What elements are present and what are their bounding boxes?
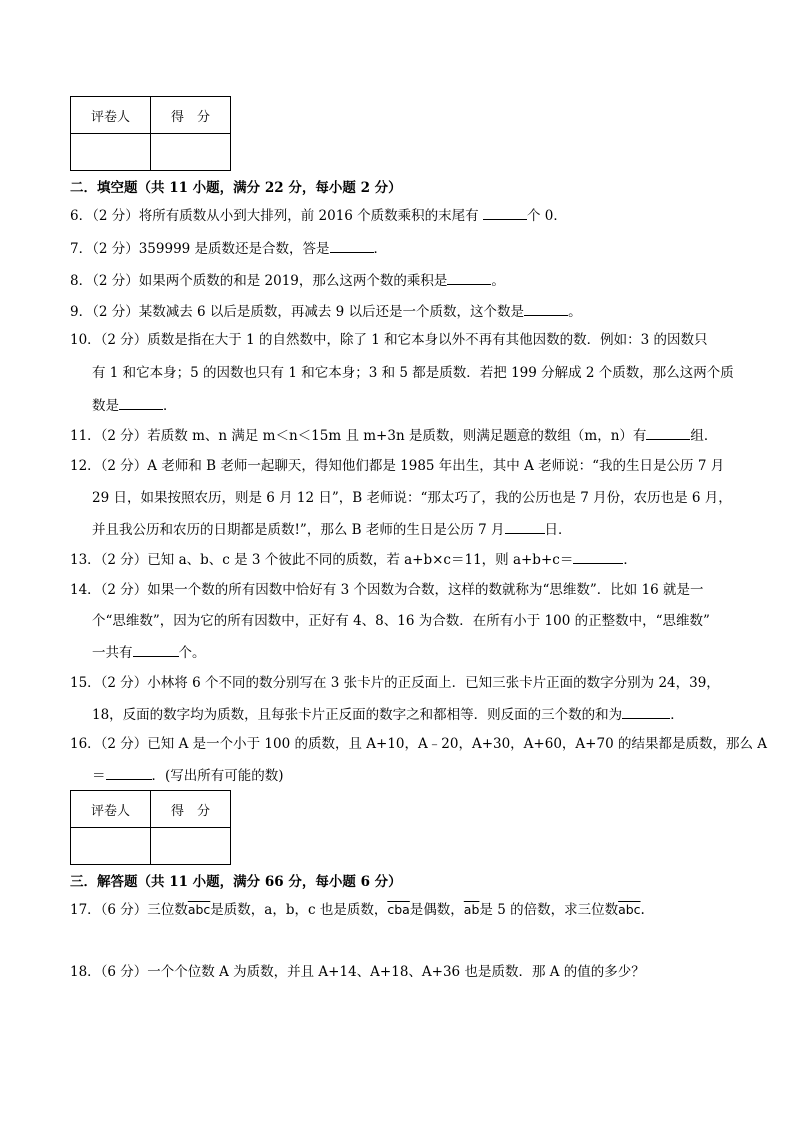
score-cell[interactable]: [151, 828, 231, 865]
answer-blank[interactable]: [447, 270, 491, 285]
question-8: 8．（2 分）如果两个质数的和是 2019，那么这两个数的乘积是 。: [70, 270, 505, 291]
answer-blank[interactable]: [483, 205, 527, 220]
answer-blank[interactable]: [119, 395, 163, 410]
answer-blank[interactable]: [133, 642, 179, 657]
question-17: 17．（6 分）三位数$\overline{abc}$是质数，a，b，c 也是质数，$\overline{cba}$是偶数，$\overline{ab}$是 5 的倍数，求三位数$\overline{abc}$.: [70, 902, 645, 918]
answer-blank[interactable]: [646, 425, 690, 440]
question-12-line3: 并且我公历和农历的日期都是质数!”，那么 B 老师的生日是公历 7 月 日．: [92, 519, 572, 540]
answer-blank[interactable]: [106, 765, 152, 780]
question-15-line2: 18，反面的数字均为质数，且每张卡片正反面的数字之和都相等．则反面的三个数的和为 ．: [92, 704, 684, 725]
score-header: 得 分: [151, 791, 231, 828]
answer-blank[interactable]: [524, 301, 568, 316]
question-10-line1: 10．（2 分）质数是指在大于 1 的自然数中，除了 1 和它本身以外不再有其他因数的数．例如：3 的因数只: [70, 332, 708, 348]
answer-blank[interactable]: [505, 519, 545, 534]
answer-blank[interactable]: [330, 238, 374, 253]
question-16-line2: ＝ ．(写出所有可能的数): [92, 765, 284, 786]
score-header: 得 分: [151, 97, 231, 134]
score-cell[interactable]: [151, 134, 231, 171]
grader-cell[interactable]: [71, 134, 151, 171]
score-table-2: [70, 790, 231, 865]
question-7: 7．（2 分）359999 是质数还是合数，答是 ．: [70, 238, 387, 259]
question-15-line1: 15．（2 分）小林将 6 个不同的数分别写在 3 张卡片的正反面上．已知三张卡片正面的数字分别为 24，39，: [70, 675, 720, 691]
question-12-line1: 12．（2 分）A 老师和 B 老师一起聊天，得知他们都是 1985 年出生，其中 A 老师说：“我的生日是公历 7 月: [70, 458, 725, 474]
score-table-1: [70, 96, 231, 171]
question-9: 9．（2 分）某数减去 6 以后是质数，再减去 9 以后还是一个质数，这个数是 。: [70, 301, 582, 322]
grader-header: 评卷人: [71, 97, 151, 134]
answer-blank[interactable]: [573, 549, 623, 564]
question-11: 11．（2 分）若质数 m、n 满足 m＜n＜15m 且 m+3n 是质数，则满足题意的数组（m，n）有 组．: [70, 425, 717, 446]
section2-title: 二．填空题（共 11 小题，满分 22 分，每小题 2 分）: [70, 180, 402, 196]
question-6: 6．（2 分）将所有质数从小到大排列，前 2016 个质数乘积的末尾有 个 0．: [70, 205, 567, 226]
answer-blank[interactable]: [622, 704, 670, 719]
grader-cell[interactable]: [71, 828, 151, 865]
grader-header: 评卷人: [71, 791, 151, 828]
question-14-line2: 个“思维数”，因为它的所有因数中，正好有 4、8、16 为合数．在所有小于 100 的正整数中，“思维数”: [92, 613, 710, 629]
question-14-line1: 14．（2 分）如果一个数的所有因数中恰好有 3 个因数为合数，这样的数就称为“思维数”．比如 16 就是一: [70, 582, 704, 598]
question-14-line3: 一共有 个。: [92, 642, 206, 663]
question-10-line3: 数是 ．: [92, 395, 177, 416]
question-10-line2: 有 1 和它本身；5 的因数也只有 1 和它本身；3 和 5 都是质数．若把 199 分解成 2 个质数，那么这两个质: [92, 365, 734, 381]
question-16-line1: 16．（2 分）已知 A 是一个小于 100 的质数，且 A+10，A﹣20，A+30，A+60，A+70 的结果都是质数，那么 A: [70, 736, 767, 752]
question-18: 18．（6 分）一个个位数 A 为质数，并且 A+14、A+18、A+36 也是质数．那 A 的值的多少？: [70, 964, 645, 980]
question-12-line2: 29 日，如果按照农历，则是 6 月 12 日”，B 老师说：“那太巧了，我的公历也是 7 月份，农历也是 6 月，: [92, 490, 732, 506]
question-13: 13．（2 分）已知 a、b、c 是 3 个彼此不同的质数，若 a+b×c＝11，则 a+b+c＝ ．: [70, 549, 637, 570]
section3-title: 三．解答题（共 11 小题，满分 66 分，每小题 6 分）: [70, 874, 402, 890]
